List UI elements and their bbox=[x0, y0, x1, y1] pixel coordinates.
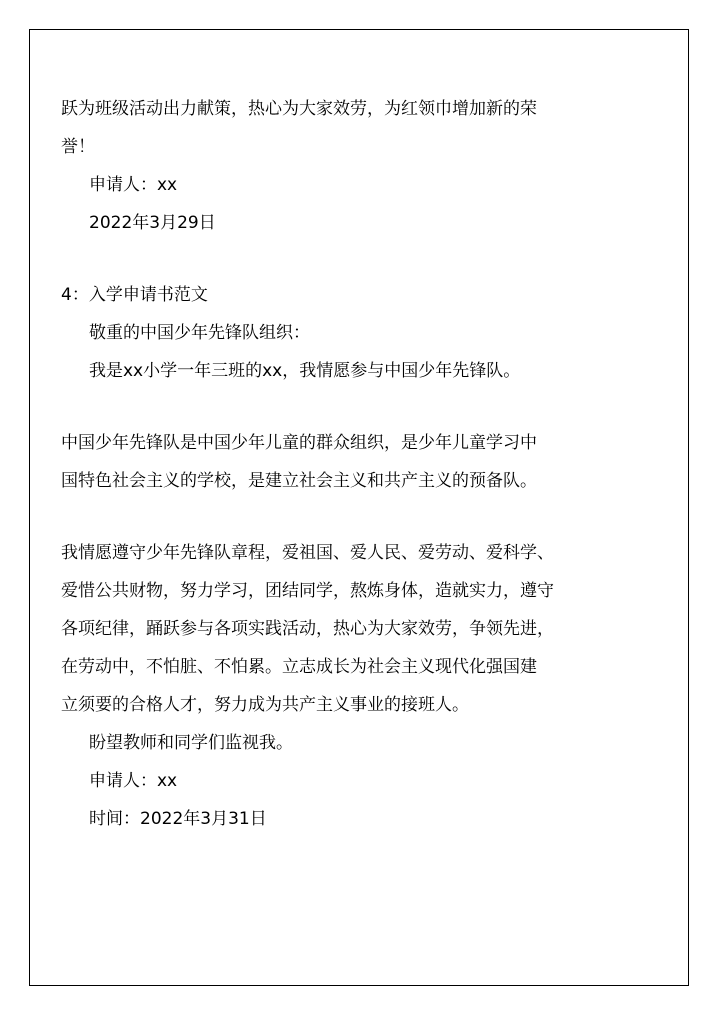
text-line: 我情愿遵守少年先锋队章程，爱祖国、爱人民、爱劳动、爱科学、 bbox=[61, 543, 554, 563]
text-line: 爱惜公共财物，努力学习，团结同学，熬炼身体，造就实力，遵守 bbox=[61, 581, 554, 601]
text-line: 跃为班级活动出力献策，热心为大家效劳，为红领巾增加新的荣 bbox=[61, 99, 537, 119]
text-line: 4：入学申请书范文 bbox=[61, 285, 208, 305]
text-line: 2022年3月29日 bbox=[89, 213, 216, 233]
text-line: 申请人：xx bbox=[89, 771, 178, 791]
text-line: 申请人：xx bbox=[89, 175, 178, 195]
text-line: 盼望教师和同学们监视我。 bbox=[89, 733, 293, 753]
text-line: 誉！ bbox=[61, 137, 95, 157]
paragraph-gap bbox=[61, 500, 601, 534]
text-line: 敬重的中国少年先锋队组织： bbox=[89, 323, 310, 343]
text-line: 时间：2022年3月31日 bbox=[89, 809, 267, 829]
text-line: 在劳动中，不怕脏、不怕累。立志成长为社会主义现代化强国建 bbox=[61, 657, 537, 677]
text-line: 中国少年先锋队是中国少年儿童的群众组织，是少年儿童学习中 bbox=[61, 433, 537, 453]
text-line: 国特色社会主义的学校，是建立社会主义和共产主义的预备队。 bbox=[61, 471, 537, 491]
text-line: 我是xx小学一年三班的xx，我情愿参与中国少年先锋队。 bbox=[89, 361, 521, 381]
text-line: 立须要的合格人才，努力成为共产主义事业的接班人。 bbox=[61, 695, 469, 715]
document-body bbox=[61, 90, 601, 838]
text-line: 各项纪律，踊跃参与各项实践活动，热心为大家效劳，争领先进， bbox=[61, 619, 554, 639]
paragraph-gap bbox=[61, 390, 601, 424]
paragraph-gap bbox=[61, 242, 601, 276]
